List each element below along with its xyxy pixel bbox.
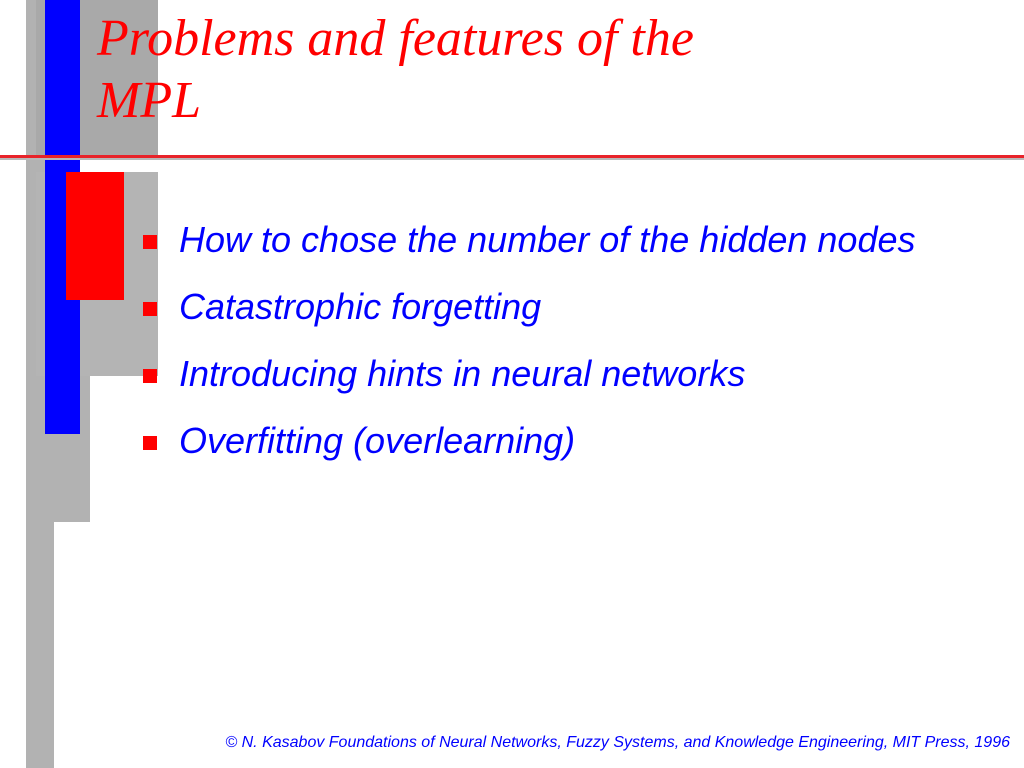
square-bullet-icon	[143, 369, 157, 383]
bullet-item	[140, 282, 1000, 332]
bullet-item	[140, 349, 1000, 399]
square-bullet-icon	[143, 235, 157, 249]
bullet-text: How to chose the number of the hidden nodes	[179, 219, 916, 260]
bullet-list	[140, 215, 1000, 483]
footer-copyright: © N. Kasabov Foundations of Neural Networks, Fuzzy Systems, and Knowledge Engineering, MIT Press, 1996	[225, 734, 1010, 751]
square-bullet-icon	[143, 436, 157, 450]
decor-red-block	[66, 172, 124, 300]
bullet-text: Introducing hints in neural networks	[179, 353, 746, 394]
square-bullet-icon	[143, 302, 157, 316]
bullet-text: Catastrophic forgetting	[179, 286, 542, 327]
slide-title-line-1: Problems and features of the	[97, 10, 694, 67]
title-underline-shadow	[0, 158, 1024, 160]
slide-title	[97, 8, 997, 132]
bullet-item	[140, 416, 1000, 466]
bullet-text: Overfitting (overlearning)	[179, 420, 576, 461]
bullet-item	[140, 215, 1000, 265]
slide-title-line-2: MPL	[97, 72, 201, 129]
